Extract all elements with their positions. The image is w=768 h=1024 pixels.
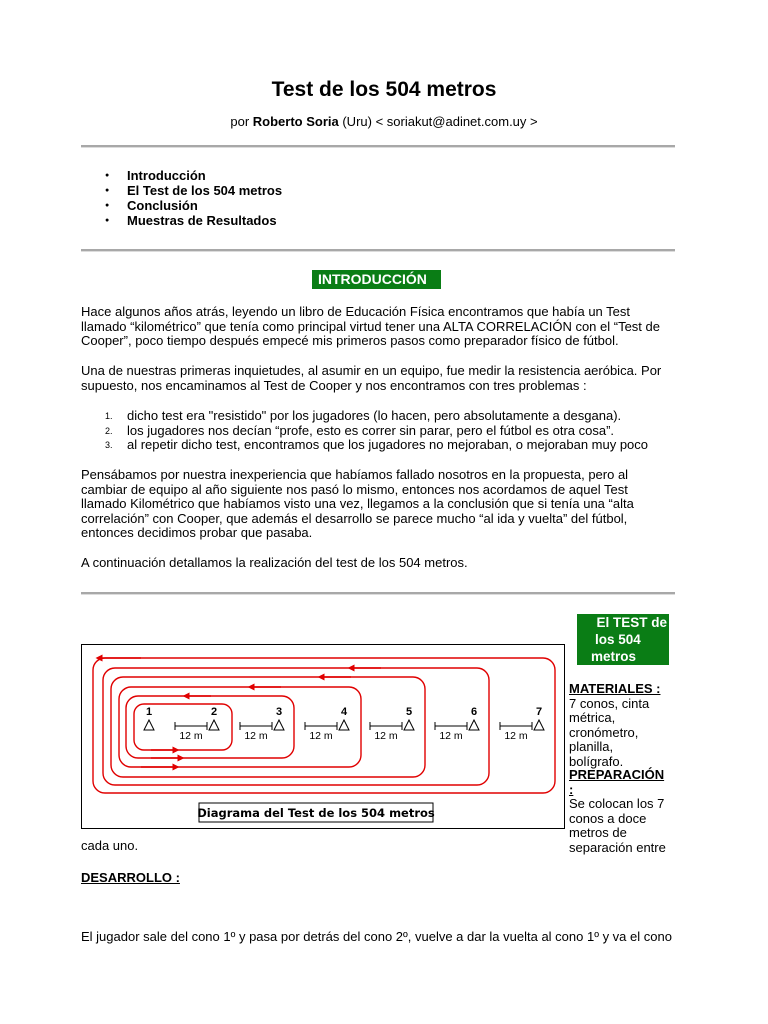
cada-uno-text: cada uno. (81, 838, 139, 853)
cone-label: 5 (405, 706, 413, 718)
distance-marker (370, 722, 402, 742)
cone-label: 4 (340, 706, 348, 718)
distance-label: 12 m (244, 730, 268, 742)
test-heading-line: metros (591, 649, 637, 664)
materiales-label: MATERIALES : (569, 681, 661, 696)
cone-label: 7 (535, 706, 543, 718)
test-heading-line: El TEST de (596, 615, 667, 630)
paragraph-intro: Hace algunos años atrás, leyendo un libro de Educación Física encontramos que había un Test llamado “kilométrico” que tenía como principal virtud tener una ALTA CORRELACIÓN con el “Test de Cooper”, poco tiempo después empecé mis primeros pasos como preparador físico de fútbol. (81, 304, 660, 348)
distance-label: 12 m (504, 730, 528, 742)
paragraph-continuacion: A continuación detallamos la realización del test de los 504 metros. (81, 555, 468, 570)
cone-label: 1 (145, 706, 153, 718)
byline (0, 114, 768, 129)
intro-heading: INTRODUCCIÓN (312, 270, 441, 289)
toc-item-resultados[interactable]: ● Muestras de Resultados (105, 213, 282, 228)
cone-icon (144, 720, 154, 730)
distance-markers (175, 722, 532, 742)
toc-item-test[interactable]: ● El Test de los 504 metros (105, 183, 282, 198)
list-item (105, 438, 675, 453)
distance-marker (305, 722, 337, 742)
list-text: dicho test era "resistido" por los jugadores (lo hacen, pero absolutamente a desgana). (127, 408, 622, 423)
page-title: Test de los 504 metros (271, 78, 497, 101)
list-number: 2. (105, 425, 113, 436)
cone-label: 3 (275, 706, 283, 718)
distance-label: 12 m (374, 730, 398, 742)
materiales-text: 7 conos, cinta métrica, cronómetro, planilla, bolígrafo. (569, 695, 650, 769)
materiales-block (569, 682, 669, 769)
list-item (105, 424, 675, 439)
distance-marker (500, 722, 532, 742)
author-name: Roberto Soria (252, 114, 339, 129)
toc-item-conclusion[interactable]: ● Conclusión (105, 198, 282, 213)
diagram-caption: Diagrama del Test de los 504 metros (197, 806, 435, 820)
byline-prefix: por (230, 114, 253, 129)
path-loop-4 (111, 677, 425, 777)
distance-label: 12 m (439, 730, 463, 742)
preparacion-text: Se colocan los 7 conos a doce metros de separación entre (569, 796, 666, 855)
distance-label: 12 m (309, 730, 333, 742)
test-heading (577, 614, 669, 665)
cone-icon (339, 720, 349, 730)
paragraph-pensabamos: Pensábamos por nuestra inexperiencia que habíamos fallado nosotros en la propuesta, pero al cambiar de equipo al año siguiente nos pasó lo mismo, entonces nos acordamos de aquel Test llamado Kilométrico que habíamos visto una vez, llegamos a la conclusión que si tenía una “alta correlación” con Cooper, que además el desarrollo se parece mucho “al ida y vuelta” del fútbol, entonces decidimos probar que pasaba. (81, 467, 634, 540)
paragraph-inquietudes: Una de nuestras primeras inquietudes, al asumir en un equipo, fue medir la resistencia aeróbica. Por supuesto, nos encaminamos al Test de Cooper y nos encontramos con tres problemas : (81, 363, 662, 393)
cone-icon (534, 720, 544, 730)
distance-marker (240, 722, 272, 742)
problems-list (105, 409, 675, 453)
table-of-contents (105, 168, 282, 228)
distance-marker (435, 722, 467, 742)
cone-icon (404, 720, 414, 730)
cone-icon (209, 720, 219, 730)
divider (81, 592, 675, 595)
test-diagram (81, 644, 565, 829)
direction-arrows (99, 658, 381, 767)
toc-item-introduccion[interactable]: ● Introducción (105, 168, 282, 183)
list-number: 3. (105, 440, 113, 450)
cone-icon (469, 720, 479, 730)
divider (81, 145, 675, 148)
desarrollo-text: El jugador sale del cono 1º y pasa por detrás del cono 2º, vuelve a dar la vuelta al cono 1º y va el cono (81, 929, 672, 944)
divider (81, 249, 675, 252)
preparacion-label: PREPARACIÓN : (569, 767, 665, 797)
distance-label: 12 m (179, 730, 203, 742)
test-heading-line: los 504 (595, 632, 641, 647)
cone-icon (274, 720, 284, 730)
desarrollo-label: DESARROLLO : (81, 870, 180, 885)
distance-marker (175, 722, 207, 742)
list-text: al repetir dicho test, encontramos que los jugadores no mejoraban, o mejoraban muy poco (127, 437, 649, 452)
list-item (105, 409, 675, 424)
list-text: los jugadores nos decían “profe, esto es correr sin parar, pero el fútbol es otra cosa”. (127, 422, 615, 438)
list-number: 1. (105, 411, 113, 421)
cone-label: 6 (470, 706, 478, 718)
author-email[interactable]: (Uru) < soriakut@adinet.com.uy > (338, 114, 538, 129)
cone-label: 2 (210, 706, 218, 718)
